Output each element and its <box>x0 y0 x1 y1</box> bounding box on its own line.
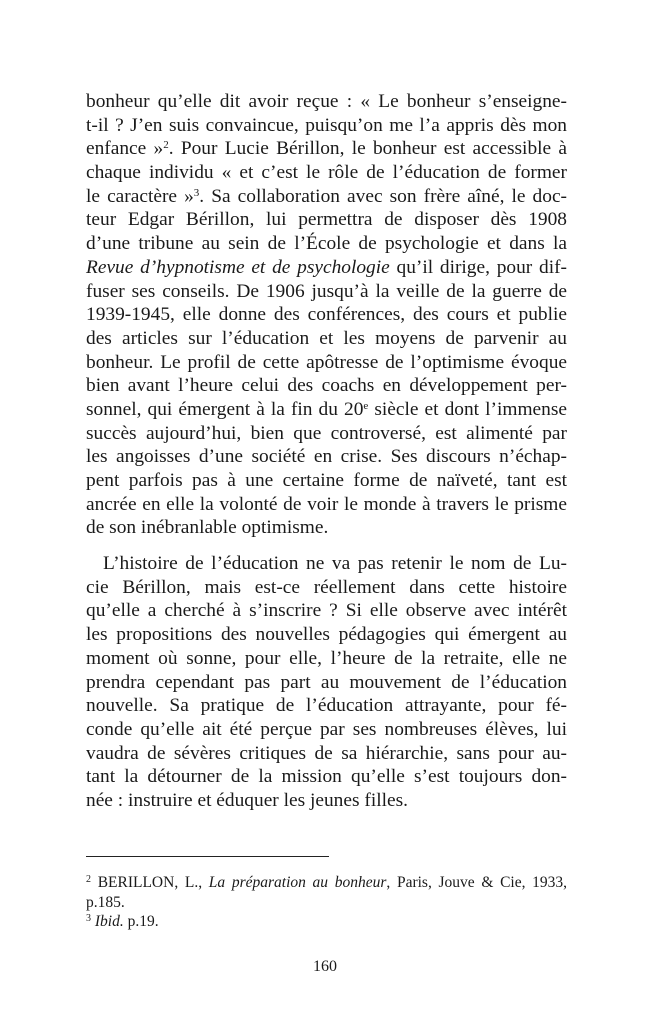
footnote-ref: e <box>363 399 369 412</box>
footnote-3-ibid: Ibid. <box>94 913 124 930</box>
footnote-ref: 2 <box>163 139 169 152</box>
text-line: pent parfois pas à une certaine forme de naïveté, tant est <box>86 470 567 491</box>
text-line: les angoisses d’une société en crise. Ses discours n’échap- <box>86 446 567 468</box>
text-line: succès aujourd’hui, bien que controversé, est alimenté par <box>86 422 567 444</box>
paragraph-2 <box>86 552 567 813</box>
journal-title: Revue d’hypnotisme et de psychologie <box>86 256 390 278</box>
footnote-separator <box>86 856 329 857</box>
footnote-3: $^3$ Ibid. p.19. <box>86 913 159 930</box>
text-line: cie Bérillon, mais est-ce réellement dans cette histoire <box>86 576 567 598</box>
text-line: Revue d’hypnotisme et de psychologie qu’il dirige, pour dif- <box>86 256 567 278</box>
footnote-3-number: 3 <box>86 913 91 924</box>
page-number: 160 <box>313 958 337 975</box>
text-line: moment où sonne, pour elle, l’heure de la retraite, elle ne <box>86 647 567 669</box>
text-line: tant la détourner de la mission qu’elle s’est toujours don- <box>86 766 567 788</box>
text-line: prendra cependant pas part au mouvement de l’éducation <box>86 671 567 693</box>
text-line: d’une tribune au sein de l’École de psychologie et dans la <box>86 233 567 255</box>
footnote-2-continuation: p.185. <box>86 893 125 911</box>
text-line: enfance »$^2$. Pour Lucie Bérillon, le bonheur est accessible à <box>86 138 567 160</box>
text-line: née : instruire et éduquer les jeunes filles. <box>86 789 408 811</box>
text-line: teur Edgar Bérillon, lui permettra de disposer dès 1908 <box>86 209 567 231</box>
text-line: qu’elle a cherché à s’inscrire ? Si elle observe avec intérêt <box>86 600 567 622</box>
text-line: sonnel, qui émergent à la fin du 20e siècle et dont l’immense <box>86 398 567 420</box>
text-line: de son inébranlable optimisme. <box>86 517 329 539</box>
text-line: vaudra de sévères critiques de sa hiérarchie, sans pour au- <box>86 742 567 764</box>
text-line: nouvelle. Sa pratique de l’éducation attrayante, pour fé- <box>86 695 567 717</box>
footnote-2-number: 2 <box>86 874 91 885</box>
text-line: chaque individu « et c’est le rôle de l’éducation de former <box>86 162 567 184</box>
footnote-2: $^2$ BERILLON, L., La préparation au bonheur, Paris, Jouve & Cie, 1933, <box>86 874 568 891</box>
text-line: 1939-1945, elle donne des conférences, des cours et publie <box>86 304 567 326</box>
text-line: fuser ses conseils. De 1906 jusqu’à la veille de la guerre de <box>86 280 567 302</box>
text-line: le caractère »$^3$. Sa collaboration avec son frère aîné, le doc- <box>86 185 568 207</box>
paragraph-1 <box>86 90 567 540</box>
text-line: bonheur. Le profil de cette apôtresse de l’optimisme évoque <box>86 351 567 373</box>
text-line: bien avant l’heure celui des coachs en développement per- <box>86 375 567 397</box>
text-line: conde qu’elle ait été perçue par ses nombreuses élèves, lui <box>86 718 567 740</box>
footnote-ref: 3 <box>193 186 200 199</box>
body-text <box>86 90 567 813</box>
text-line: des articles sur l’éducation et les moyens de parvenir au <box>86 327 567 349</box>
footnote-2-title: La préparation au bonheur <box>208 874 387 891</box>
footnote-2-author: BERILLON <box>97 874 175 891</box>
text-line: ancrée en elle la volonté de voir le monde à travers le prisme <box>86 493 567 515</box>
footnotes <box>86 873 567 932</box>
text-line: les propositions des nouvelles pédagogies qui émergent au <box>86 624 567 646</box>
text-line: t-il ? J’en suis convaincue, puisqu’on me l’a appris dès mon <box>86 114 567 136</box>
text-line: L’histoire de l’éducation ne va pas retenir le nom de Lu- <box>103 553 567 575</box>
text-line: bonheur qu’elle dit avoir reçue : « Le bonheur s’enseigne- <box>86 91 567 112</box>
